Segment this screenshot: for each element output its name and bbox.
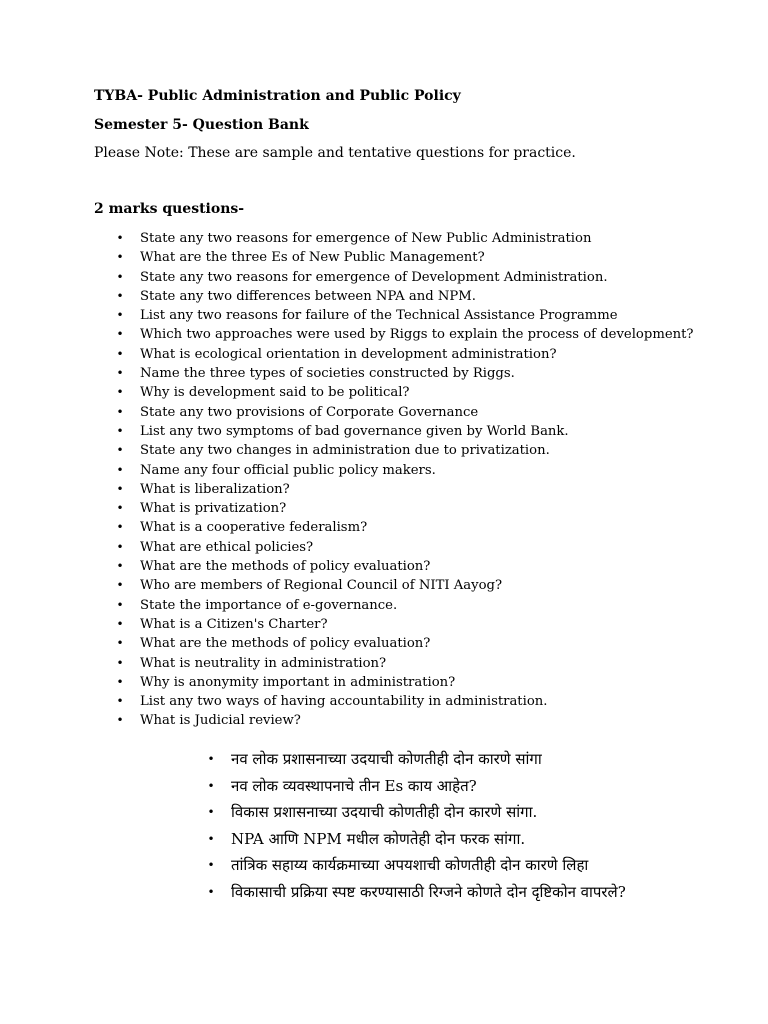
bullet-icon: • (116, 501, 124, 516)
bullet-icon: • (116, 423, 124, 438)
question-text: What is a cooperative federalism? (140, 520, 368, 536)
marathi-question-item (205, 852, 685, 879)
practice-note: Please Note: These are sample and tentative questions for practice. (94, 145, 576, 161)
question-item (114, 268, 694, 287)
question-text: विकासाची प्रक्रिया स्पष्ट करण्यासाठी रिग्जने कोणते दोन दृष्टिकोन वापरले? (231, 882, 626, 901)
question-text: List any two symptoms of bad governance given by World Bank. (140, 423, 569, 439)
question-text: तांत्रिक सहाय्य कार्यक्रमाच्या अपयशाची कोणतीही दोन कारणे लिहा (231, 856, 589, 874)
bullet-icon: • (116, 308, 124, 323)
question-item (114, 422, 694, 441)
question-text: Why is development said to be political? (140, 385, 410, 401)
bullet-icon: • (116, 616, 124, 631)
question-text: नव लोक प्रशासनाच्या उदयाची कोणतीही दोन कारणे सांगा (231, 750, 542, 768)
question-text: What is Judicial review? (140, 713, 301, 729)
question-item (114, 383, 694, 402)
question-text: State any two reasons for emergence of Development Administration. (140, 269, 608, 285)
marathi-question-list (205, 746, 685, 905)
bullet-icon: • (207, 831, 215, 846)
question-item (114, 345, 694, 364)
marathi-question-item (205, 746, 685, 773)
question-item (114, 557, 694, 576)
question-text: State any two differences between NPA and NPM. (140, 288, 476, 304)
marathi-question-item (205, 826, 685, 853)
bullet-icon: • (116, 462, 124, 477)
bullet-icon: • (116, 655, 124, 670)
bullet-icon: • (116, 520, 124, 535)
bullet-icon: • (207, 752, 215, 766)
english-question-list (114, 229, 694, 731)
marathi-question-item (205, 773, 685, 800)
question-item (114, 306, 694, 325)
bullet-icon: • (116, 559, 124, 574)
bullet-icon: • (116, 346, 124, 361)
question-item (114, 692, 694, 711)
question-item (114, 480, 694, 499)
section-heading: 2 marks questions- (94, 201, 245, 217)
question-text: What is ecological orientation in development administration? (140, 346, 557, 362)
bullet-icon: • (207, 805, 215, 819)
bullet-icon: • (116, 481, 124, 496)
question-text: What is neutrality in administration? (140, 655, 387, 671)
question-text: नव लोक व्यवस्थापनाचे तीन Es काय आहेत? (231, 776, 477, 795)
question-item (114, 673, 694, 692)
question-text: What are ethical policies? (140, 539, 314, 555)
question-text: Name any four official public policy makers. (140, 462, 436, 478)
bullet-icon: • (116, 366, 124, 381)
bullet-icon: • (116, 597, 124, 612)
question-item (114, 364, 694, 383)
question-text: Name the three types of societies constructed by Riggs. (140, 366, 515, 382)
question-item (114, 615, 694, 634)
question-text: What are the methods of policy evaluation? (140, 636, 431, 652)
bullet-icon: • (116, 443, 124, 458)
bullet-icon: • (116, 269, 124, 284)
question-item (114, 229, 694, 248)
bullet-icon: • (116, 713, 124, 728)
question-item (114, 403, 694, 422)
question-item (114, 441, 694, 460)
bullet-icon: • (116, 250, 124, 265)
bullet-icon: • (116, 385, 124, 400)
question-text: What is liberalization? (140, 481, 290, 497)
question-item (114, 596, 694, 615)
question-item (114, 711, 694, 730)
question-item (114, 248, 694, 267)
question-text: State any two reasons for emergence of New Public Administration (140, 231, 592, 246)
question-text: State any two provisions of Corporate Governance (140, 404, 479, 420)
question-item (114, 538, 694, 557)
question-item (114, 325, 694, 344)
question-text: List any two ways of having accountability in administration. (140, 694, 548, 710)
marathi-question-item (205, 879, 685, 906)
bullet-icon: • (116, 231, 124, 245)
bullet-icon: • (116, 694, 124, 709)
question-item (114, 461, 694, 480)
question-text: What are the three Es of New Public Management? (140, 250, 485, 266)
question-text: List any two reasons for failure of the Technical Assistance Programme (140, 308, 618, 324)
question-text: विकास प्रशासनाच्या उदयाची कोणतीही दोन कारणे सांगा. (231, 803, 538, 821)
question-text: NPA आणि NPM मधील कोणतेही दोन फरक सांगा. (231, 829, 526, 848)
question-item (114, 518, 694, 537)
bullet-icon: • (116, 578, 124, 593)
question-item (114, 499, 694, 518)
bullet-icon: • (116, 539, 124, 554)
document-title: TYBA- Public Administration and Public Policy (94, 88, 461, 104)
bullet-icon: • (116, 674, 124, 689)
bullet-icon: • (116, 327, 124, 342)
question-text: Why is anonymity important in administration? (140, 674, 456, 690)
question-text: What is a Citizen's Charter? (140, 616, 328, 632)
question-item (114, 654, 694, 673)
question-text: What is privatization? (140, 501, 287, 517)
bullet-icon: • (207, 884, 215, 899)
question-text: Which two approaches were used by Riggs to explain the process of development? (140, 327, 694, 343)
question-item (114, 634, 694, 653)
bullet-icon: • (116, 636, 124, 651)
bullet-icon: • (207, 778, 215, 793)
question-item (114, 287, 694, 306)
question-text: State any two changes in administration due to privatization. (140, 443, 550, 459)
question-item (114, 576, 694, 595)
bullet-icon: • (207, 858, 215, 872)
bullet-icon: • (116, 404, 124, 419)
marathi-question-item (205, 799, 685, 826)
question-text: What are the methods of policy evaluation? (140, 559, 431, 575)
question-text: State the importance of e-governance. (140, 597, 398, 613)
question-text: Who are members of Regional Council of NITI Aayog? (140, 578, 503, 594)
bullet-icon: • (116, 288, 124, 303)
semester-heading: Semester 5- Question Bank (94, 117, 309, 133)
